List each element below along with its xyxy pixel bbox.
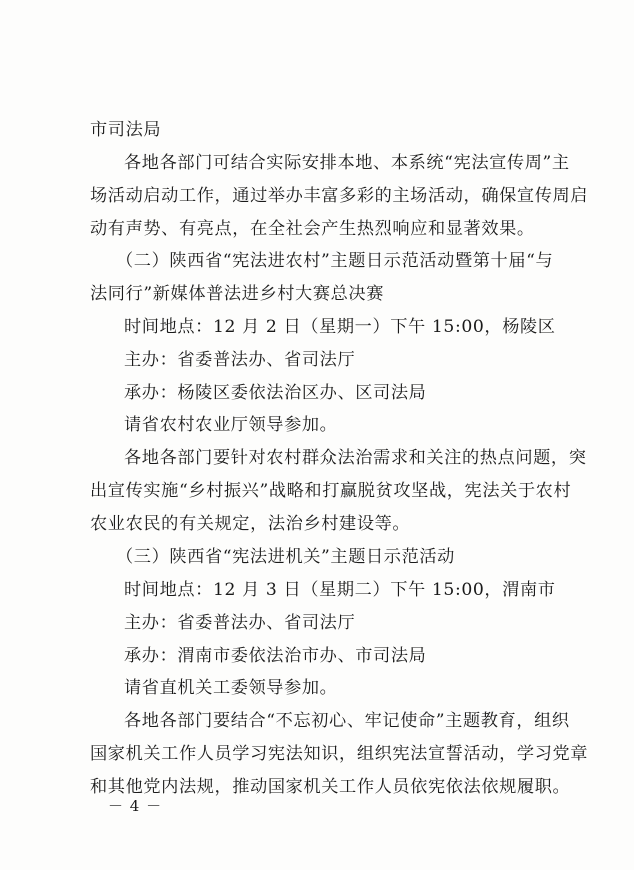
text-line-2: 各地各部门可结合实际安排本地、本系统“宪法宣传周”主 bbox=[124, 153, 570, 173]
text-line-time-place-3: 时间地点：12 月 3 日（星期二）下午 15:00，渭南市 bbox=[124, 580, 556, 600]
section-heading-2-line-2: 法同行”新媒体普法进乡村大赛总决赛 bbox=[90, 284, 384, 304]
text-line-12: 出宣传实施“乡村振兴”战略和打赢脱贫攻坚战，宪法关于农村 bbox=[90, 481, 572, 501]
text-line-3: 场活动启动工作，通过举办丰富多彩的主场活动，确保宣传周启 bbox=[90, 186, 589, 206]
text-line-time-place-2: 时间地点：12 月 2 日（星期一）下午 15:00，杨陵区 bbox=[124, 317, 556, 337]
text-line-21: 和其他党内法规，推动国家机关工作人员依宪依法依规履职。 bbox=[90, 777, 571, 797]
text-line-organizer-2: 承办：杨陵区委依法治区办、区司法局 bbox=[124, 383, 427, 403]
text-line-organizer-3: 承办：渭南市委依法治市办、市司法局 bbox=[124, 646, 427, 666]
text-line-19: 各地各部门要结合“不忘初心、牢记使命”主题教育，组织 bbox=[124, 711, 570, 731]
text-line-11: 各地各部门要针对农村群众法治需求和关注的热点问题，突 bbox=[124, 448, 587, 468]
text-line-13: 农业农民的有关规定，法治乡村建设等。 bbox=[90, 514, 411, 534]
text-line-invite-2: 请省农村农业厅领导参加。 bbox=[124, 415, 338, 435]
text-line-invite-3: 请省直机关工委领导参加。 bbox=[124, 678, 338, 698]
text-line-4: 动有声势、有亮点，在全社会产生热烈响应和显著效果。 bbox=[90, 219, 535, 239]
section-heading-3: （三）陕西省“宪法进机关”主题日示范活动 bbox=[116, 547, 455, 567]
text-line-1: 市司法局 bbox=[90, 120, 162, 140]
page-number: － 4 － bbox=[108, 797, 163, 815]
text-line-20: 国家机关工作人员学习宪法知识，组织宪法宣誓活动，学习党章 bbox=[90, 744, 589, 764]
text-line-host-2: 主办：省委普法办、省司法厅 bbox=[124, 350, 356, 370]
text-line-host-3: 主办：省委普法办、省司法厅 bbox=[124, 613, 356, 633]
section-heading-2-line-1: （二）陕西省“宪法进农村”主题日示范活动暨第十届“与 bbox=[116, 251, 554, 271]
